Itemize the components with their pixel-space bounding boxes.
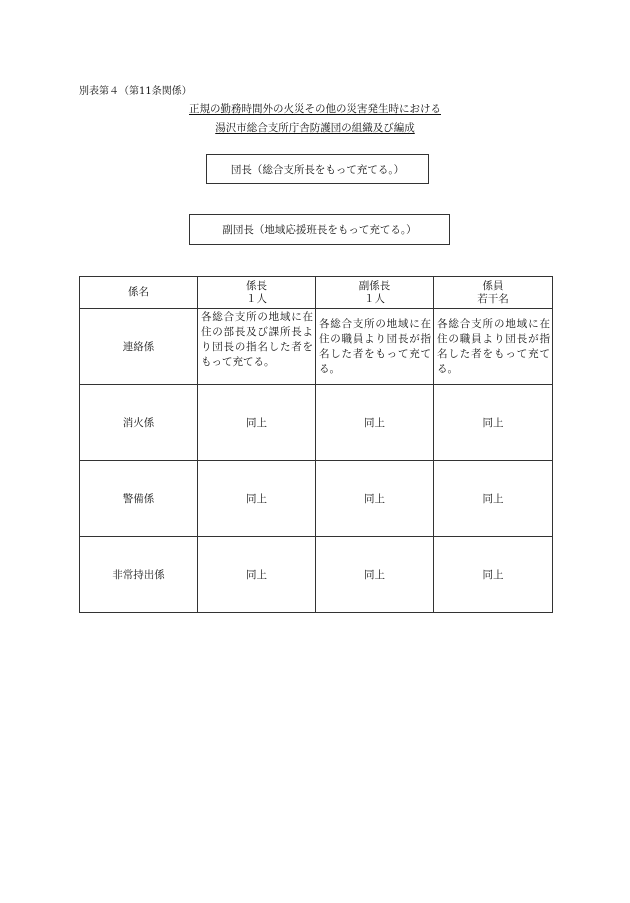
header-chief — [198, 277, 316, 309]
table-cell: 同上 — [316, 537, 434, 613]
header-section-name — [80, 277, 198, 309]
table-cell: 同上 — [198, 537, 316, 613]
leader-box-text: 団長（総合支所長をもって充てる。） — [230, 163, 405, 176]
row-name: 非常持出係 — [80, 537, 198, 613]
row-name: 連絡係 — [80, 309, 198, 385]
table-cell: 同上 — [198, 461, 316, 537]
header-deputy-chief — [316, 277, 434, 309]
table-cell: 各総合支所の地域に在住の職員より団長が指名した者をもって充てる。 — [316, 309, 434, 385]
row-name: 警備係 — [80, 461, 198, 537]
vice-leader-box-text: 副団長（地域応援班長をもって充てる。） — [222, 224, 417, 236]
header-label: 係長 — [246, 279, 267, 292]
header-staff — [434, 277, 553, 309]
row-name: 消火係 — [80, 385, 198, 461]
table-cell: 同上 — [316, 385, 434, 461]
vice-leader-box — [189, 214, 450, 245]
header-sub: １人 — [364, 292, 385, 305]
header-sub: １人 — [246, 292, 267, 305]
header-sub: 若干名 — [477, 292, 509, 305]
header-label: 副係長 — [358, 279, 391, 292]
document-title-line2: 湯沢市総合支所庁舎防護団の組織及び編成 — [215, 122, 415, 134]
table-cell: 同上 — [434, 537, 553, 613]
appendix-label: 別表第４（第11条関係） — [79, 86, 192, 97]
header-label: 係員 — [482, 279, 504, 292]
table-cell: 同上 — [434, 385, 553, 461]
leader-box — [206, 154, 429, 184]
table-row — [80, 385, 553, 461]
table-cell: 各総合支所の地域に在住の部長及び課所長より団長の指名した者をもって充てる。 — [198, 309, 316, 385]
table-row — [80, 461, 553, 537]
table-cell: 同上 — [198, 385, 316, 461]
header-label: 係名 — [128, 286, 149, 298]
table-header-row — [80, 277, 553, 309]
organization-table — [79, 276, 553, 613]
table-cell: 各総合支所の地域に在住の職員より団長が指名した者をもって充てる。 — [434, 309, 553, 385]
table-cell: 同上 — [434, 461, 553, 537]
table-cell: 同上 — [316, 461, 434, 537]
table-row — [80, 537, 553, 613]
table-row — [80, 309, 553, 385]
document-title-line1: 正規の勤務時間外の火災その他の災害発生時における — [189, 103, 441, 115]
